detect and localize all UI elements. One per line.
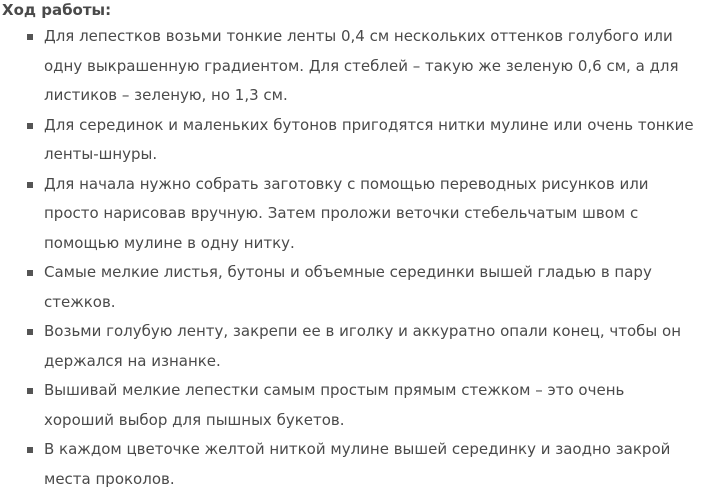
list-item (1, 435, 702, 494)
bullet-icon (27, 182, 33, 188)
list-item (1, 22, 702, 111)
step-text: В каждом цветочке желтой ниткой мулине вышей серединку и заодно закрой места проколов. (44, 440, 671, 488)
step-text: Самые мелкие листья, бутоны и объемные серединки вышей гладью в пару стежков. (44, 263, 652, 311)
steps-list (1, 22, 702, 494)
step-text: Возьми голубую ленту, закрепи ее в иголку и аккуратно опали конец, чтобы он держался на изнанке. (44, 322, 682, 370)
bullet-icon (27, 329, 33, 335)
list-item (1, 111, 702, 170)
bullet-icon (27, 123, 33, 129)
bullet-icon (27, 388, 33, 394)
bullet-icon (27, 34, 33, 40)
list-item (1, 258, 702, 317)
list-item (1, 170, 702, 259)
list-item (1, 376, 702, 435)
bullet-icon (27, 270, 33, 276)
step-text: Для начала нужно собрать заготовку с помощью переводных рисунков или просто нарисовав вручную. Затем проложи веточки стебельчатым швом с помощью мулине в одну нитку. (44, 174, 649, 252)
step-text: Вышивай мелкие лепестки самым простым прямым стежком – это очень хороший выбор для пышных букетов. (44, 381, 625, 429)
list-item (1, 317, 702, 376)
step-text: Для серединок и маленьких бутонов пригодятся нитки мулине или очень тонкие ленты-шнуры. (44, 115, 694, 163)
section-heading: Ход работы: (2, 1, 112, 19)
step-text: Для лепестков возьми тонкие ленты 0,4 см нескольких оттенков голубого или одну выкрашенную градиентом. Для стеблей – такую же зеленую 0,6 см, а для листиков – зеленую, но 1,3 см. (44, 27, 679, 104)
bullet-icon (27, 447, 33, 453)
